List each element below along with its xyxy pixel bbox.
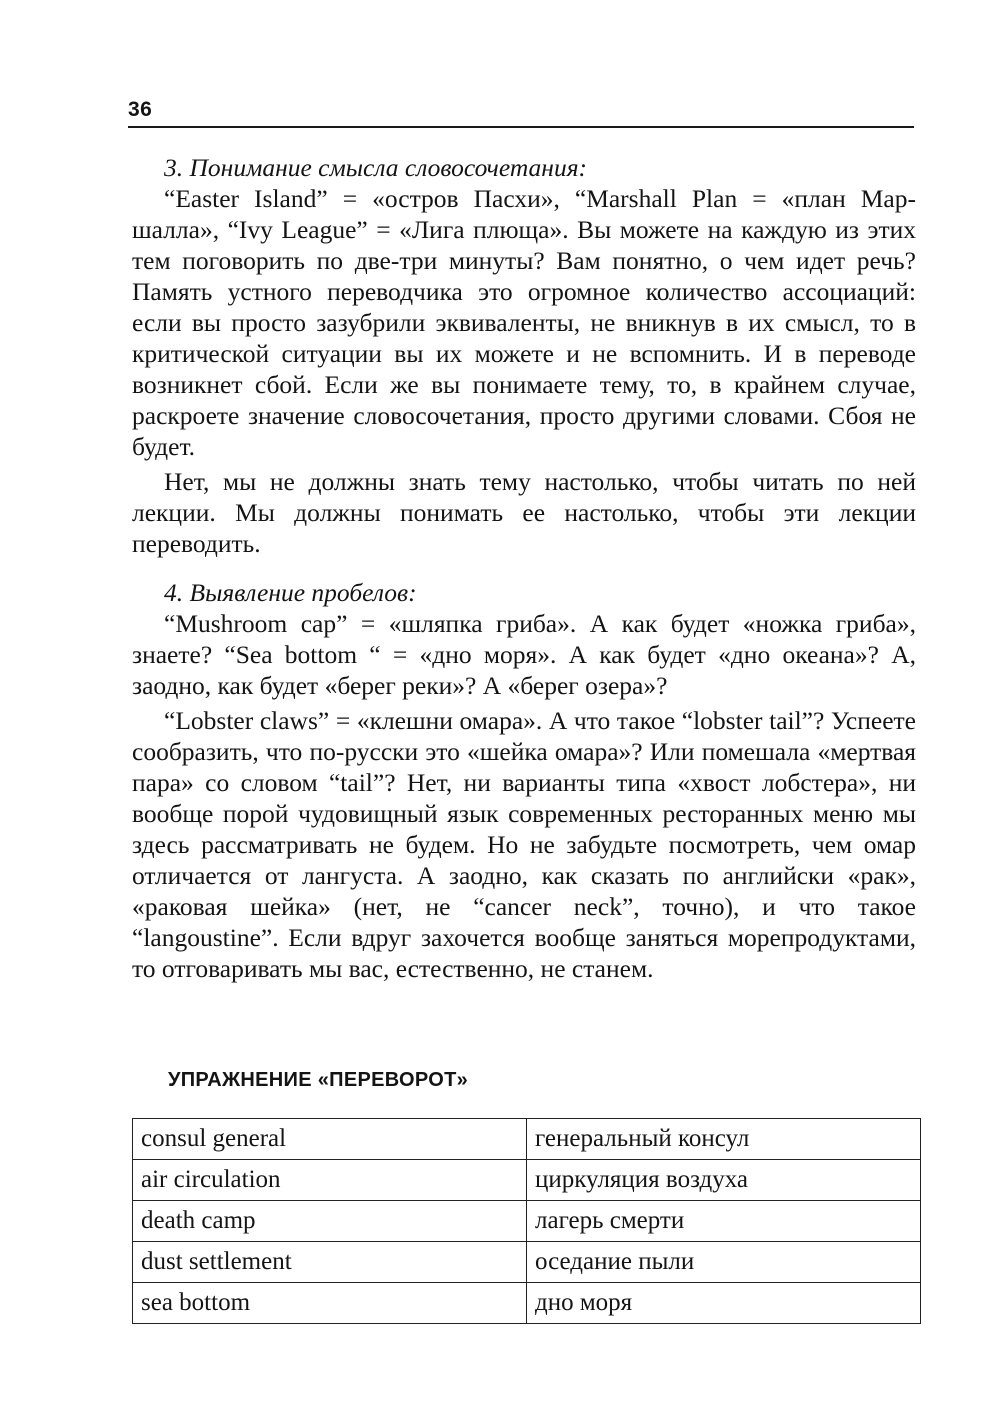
section-4-heading: 4. Выявление пробелов:: [164, 578, 417, 607]
table-row: [133, 1160, 921, 1201]
english-term: sea bottom: [133, 1283, 527, 1324]
russian-term: генеральный консул: [527, 1119, 921, 1160]
page-number: 36: [128, 98, 153, 121]
russian-term: оседание пыли: [527, 1242, 921, 1283]
russian-term: циркуляция воздуха: [527, 1160, 921, 1201]
english-term: death camp: [133, 1201, 527, 1242]
section-4-paragraph-1: “Mushroom cap” = «шляпка гриба». А как будет «ножка гриба», знаете? “Sea bottom “ = «дно моря». А как будет «дно океана»? А, заодно, как будет «берег реки»? А «берег озера»?: [132, 609, 916, 700]
vocabulary-table: [132, 1118, 921, 1324]
header-rule: [128, 126, 914, 128]
section-3-paragraph-1: “Easter Island” = «остров Пасхи», “Marshall Plan = «план Маршалла», “Ivy League” = «Лига плюща». Вы можете на каждую из этих тем поговорить по две-три минуты? Вам понятно, о чем идет речь? Память устного переводчика это огромное количество ассоциаций: если вы просто зазубрили эквиваленты, не вникнув в их смысл, то в критической ситуации вы их можете и не вспомнить. И в переводе возникнет сбой. Если же вы понимаете тему, то, в крайнем случае, раскроете значение словосочетания, просто другими словами. Сбоя не будет.: [132, 184, 916, 461]
russian-term: лагерь смерти: [527, 1201, 921, 1242]
table-row: [133, 1119, 921, 1160]
section-3-heading: 3. Понимание смысла словосочетания:: [164, 153, 588, 182]
body-text: [132, 152, 916, 984]
exercise-title: УПРАЖНЕНИЕ «ПЕРЕВОРОТ»: [168, 1069, 469, 1091]
table-row: [133, 1242, 921, 1283]
english-term: dust settlement: [133, 1242, 527, 1283]
table-row: [133, 1283, 921, 1324]
section-4-paragraph-2: “Lobster claws” = «клешни омара». А что такое “lobster tail”? Успеете сообразить, что по-русски это «шейка омара»? Или помешала «мертвая пара» со словом “tail”? Нет, ни варианты типа «хвост лобстера», ни вообще порой чудовищный язык современных ресторанных меню мы здесь рассматривать не будем. Но не забудьте посмотреть, чем омар отличается от лангуста. А заодно, как сказать по английски «рак», «раковая шейка» (нет, не “cancer neck”, точно), и что такое “langoustine”. Если вдруг захочется вообще заняться морепродуктами, то отговаривать мы вас, естественно, не станем.: [132, 706, 916, 983]
section-3-paragraph-2: Нет, мы не должны знать тему настолько, чтобы читать по ней лекции. Мы должны понимать ее настолько, чтобы эти лекции переводить.: [132, 467, 916, 558]
english-term: consul general: [133, 1119, 527, 1160]
russian-term: дно моря: [527, 1283, 921, 1324]
english-term: air circulation: [133, 1160, 527, 1201]
table-row: [133, 1201, 921, 1242]
